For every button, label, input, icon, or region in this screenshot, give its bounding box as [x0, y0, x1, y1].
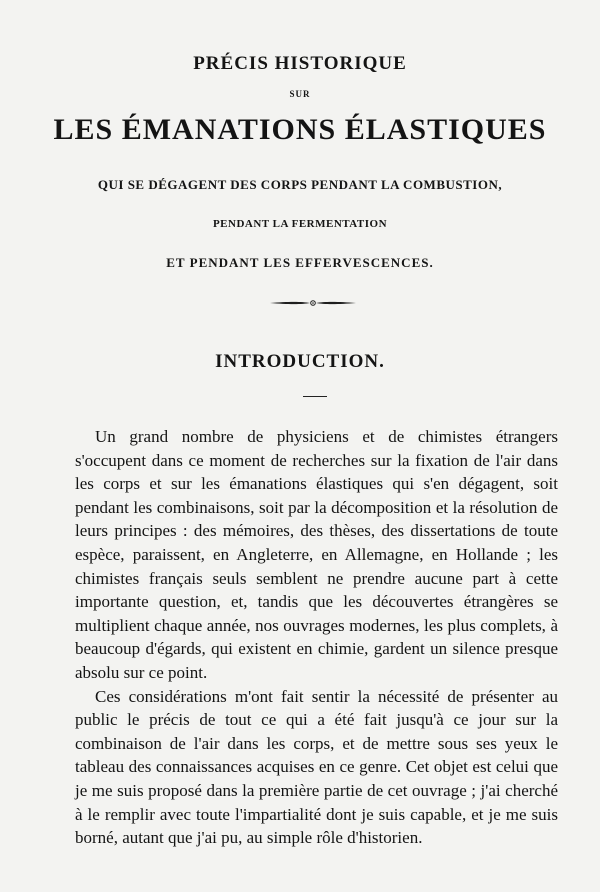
main-title: LES ÉMANATIONS ÉLASTIQUES	[53, 113, 547, 146]
ornament-divider	[268, 299, 358, 307]
body-text	[75, 425, 558, 850]
heading-rule	[303, 396, 327, 397]
subtitle-line-2: PENDANT LA FERMENTATION	[212, 218, 388, 230]
title-line-1: PRÉCIS HISTORIQUE	[193, 53, 407, 74]
section-heading: INTRODUCTION.	[215, 351, 385, 372]
paragraph-2: Ces considérations m'ont fait sentir la nécessité de présenter au public le précis de tout ce qui a été fait jusqu'à ce jour sur la combinaison de l'air dans les corps, et de mettre sous ses yeux le tableau des connaissances acquises en ce genre. Cet objet est celui que je me suis proposé dans la première partie de cet ouvrage ; j'ai cherché à le remplir avec toute l'impartialité dont je suis capable, et je me suis borné, autant que j'ai pu, au simple rôle d'historien.	[75, 686, 558, 848]
title-line-2: SUR	[289, 89, 311, 99]
subtitle-line-1: QUI SE DÉGAGENT DES CORPS PENDANT LA COMBUSTION,	[97, 177, 503, 192]
paragraph-1: Un grand nombre de physiciens et de chimistes étrangers s'occupent dans ce moment de recherches sur la fixation de l'air dans les corps et sur les émanations élastiques qui s'en dégagent, soit pendant les combinaisons, soit par la décomposition et la résolution de leurs principes : des mémoires, des thèses, des dissertations de toute espèce, paraissent, en Angleterre, en Allemagne, en Hollande ; les chimistes français seuls semblent ne prendre aucune part à cette importante question, et, tandis que les découvertes étrangères se multiplient chaque année, nos ouvrages modernes, les plus complets, à beaucoup d'égards, qui existent en chimie, gardent un silence presque absolu sur ce point.	[75, 427, 558, 682]
subtitle-line-3: ET PENDANT LES EFFERVESCENCES.	[166, 255, 434, 270]
